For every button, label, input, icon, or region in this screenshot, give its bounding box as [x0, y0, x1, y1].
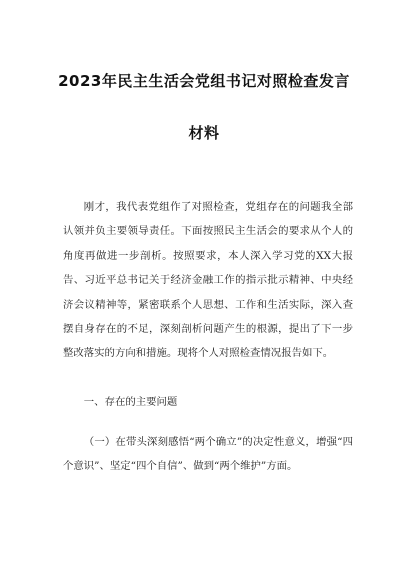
document-title: 2023年民主生活会党组书记对照检查发言 — [58, 72, 350, 90]
subsection-paragraph: （一）在带头深刻感悟“两个确立”的决定性意义，增强“四个意识”、坚定“四个自信”、做到“两个维护”方面。 — [63, 436, 353, 473]
intro-paragraph: 刚才，我代表党组作了对照检查，党组存在的问题我全部认领并负主要领导责任。下面按照民主生活会的要求从个人的角度再做进一步剖析。按照要求，本人深入学习党的XX大报告、习近平总书记关于经济金融工作的指示批示精神、中央经济会议精神等，紧密联系个人思想、工作和生活实际，深入查摆自身存在的不足，深刻剖析问题产生的根源，提出了下一步整改落实的方向和措施。现将个人对照检查情况报告如下。 — [63, 201, 353, 360]
section-heading: 一、存在的主要问题 — [83, 396, 178, 408]
document-title-continuation: 材料 — [188, 124, 220, 142]
